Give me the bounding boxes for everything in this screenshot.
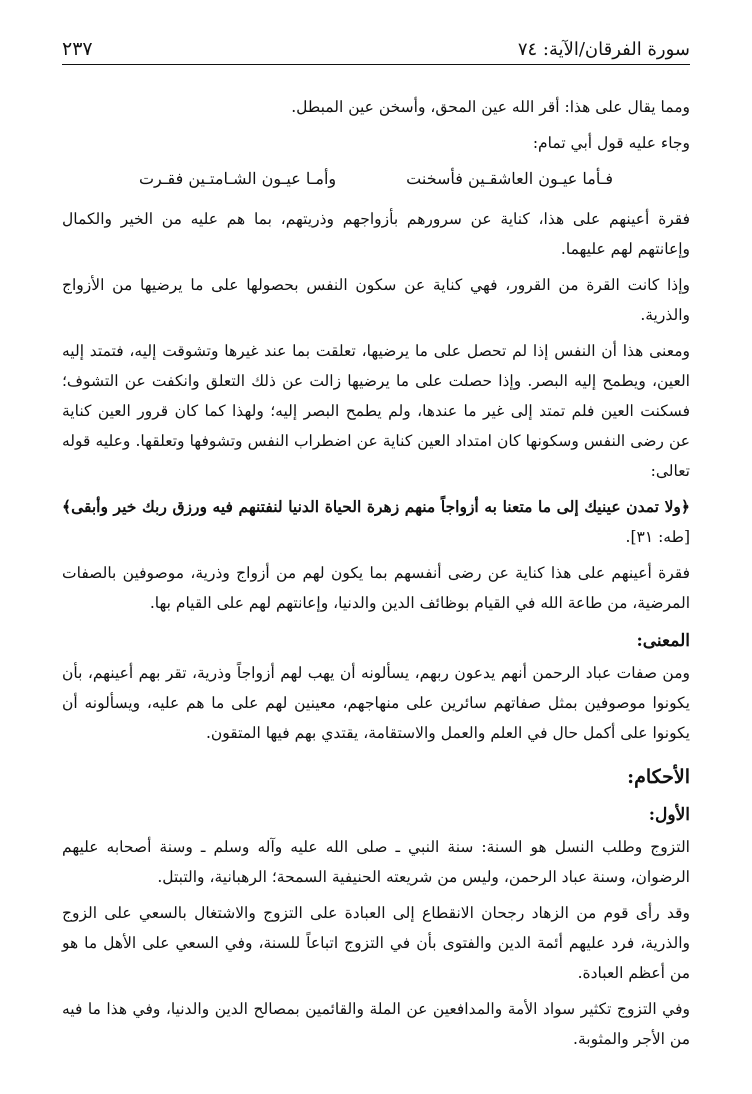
paragraph: التزوج وطلب النسل هو السنة: سنة النبي ـ صلى الله عليه وآله وسلم ـ وسنة أصحابه عليهم الرضوان، وسنة عباد الرحمن، وليس من شريعته الحنيفية السمحة؛ الرهبانية، والتبتل. bbox=[62, 838, 690, 886]
paragraph: ومما يقال على هذا: أقر الله عين المحق، وأسخن عين المبطل. bbox=[291, 98, 690, 116]
paragraph: وجاء عليه قول أبي تمام: bbox=[532, 134, 690, 152]
paragraph: ومن صفات عباد الرحمن أنهم يدعون ربهم، يسألونه أن يهب لهم أزواجاً وذرية، تقر بهم أعينهم، بأن يكونوا موصوفين بمثل صفاتهم سائرين على منهاجهم، معينين لهم على ما هم عليه، ويسألونه أن يكونوا على أكمل حال في العلم والعمل والاستقامة، يقتدي بهم فيها المتقون. bbox=[62, 664, 690, 742]
subheading-first: الأول: bbox=[648, 805, 690, 825]
verse-hemistich-second: وأمـا عيـون الشـامتـين فقـرت bbox=[138, 169, 337, 188]
paragraph: فقرة أعينهم على هذا، كناية عن سرورهم بأزواجهم وذريتهم، بما هم عليه من الخير والكمال وإعانتهم لهم عليهما. bbox=[62, 210, 690, 258]
quran-quote bbox=[62, 492, 690, 552]
paragraph: فقرة أعينهم على هذا كناية عن رضى أنفسهم بما يكون لهم من أزواج وذرية، موصوفين بالصفات المرضية، من طاعة الله في القيام بوظائف الدين والدنيا، وإعانتهم لهم على القيام بها. bbox=[62, 564, 690, 612]
section-heading-meaning: المعنى: bbox=[636, 631, 690, 651]
quran-reference: [طه: ٣١]. bbox=[625, 528, 690, 546]
running-header bbox=[62, 30, 690, 65]
paragraph: ومعنى هذا أن النفس إذا لم تحصل على ما يرضيها، تعلقت بما عند غيرها وتشوقت إليه، فتمتد إليه العين، ويطمح إليه البصر. وإذا حصلت على ما يرضيها زالت عن ذلك التعلق وانكفت عن التشوف؛ فسكنت العين فلم تمتد إلى غير ما عندها، ولم يطمح البصر إليه؛ ولهذا كما كان قرور العين كناية عن رضى النفس وسكونها كان امتداد العين كناية عن اضطراب النفس وتشوفها وتعلقها. وعليه قوله تعالى: bbox=[62, 342, 690, 480]
surah-title: سورة الفرقان/الآية: ٧٤ bbox=[517, 39, 690, 60]
poetry-verse bbox=[62, 164, 690, 194]
paragraph: وفي التزوج تكثير سواد الأمة والمدافعين عن الملة والقائمين بمصالح الدين والدنيا، وفي هذا ما فيه من الأجر والمثوبة. bbox=[62, 1000, 690, 1048]
section-heading-rulings: الأحكام: bbox=[627, 766, 690, 788]
paragraph: وإذا كانت القرة من القرور، فهي كناية عن سكون النفس بحصولها على ما يرضيها من الأزواج والذرية. bbox=[62, 276, 690, 324]
verse-hemistich-first: فـأما عيـون العاشقـين فأسخنت bbox=[406, 169, 614, 188]
page-body bbox=[62, 92, 690, 1060]
quran-verse: ﴿ولا تمدن عينيك إلى ما متعنا به أزواجاً منهم زهرة الحياة الدنيا لنفتنهم فيه ورزق ربك خير وأبقى﴾ bbox=[62, 497, 690, 516]
page-number: ٢٣٧ bbox=[62, 38, 93, 60]
paragraph: وقد رأى قوم من الزهاد رجحان الانقطاع إلى العبادة على التزوج والاشتغال بالسعي على الزوج والذرية، فرد عليهم أئمة الدين والفتوى بأن في التزوج اتباعاً للسنة، وفي السعي على الأهل ما هو من أعظم العبادة. bbox=[62, 904, 690, 982]
